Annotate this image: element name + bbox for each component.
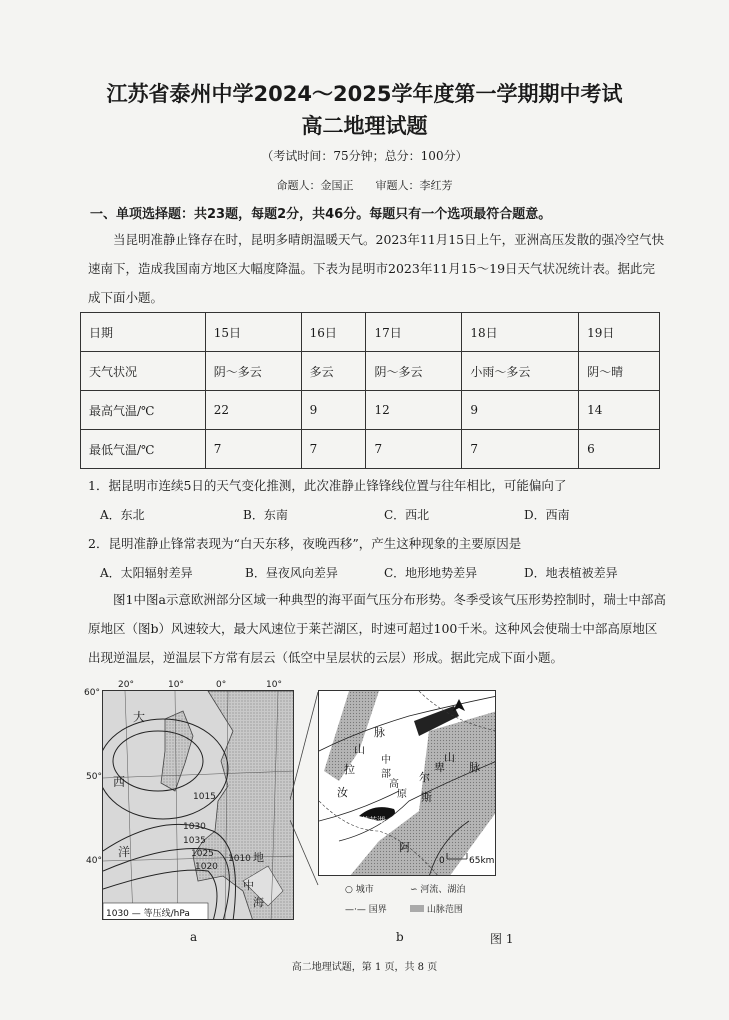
table-cell: 16日 bbox=[301, 313, 366, 352]
legend-border: —·— 国界 bbox=[345, 905, 387, 915]
place-a: 阿 bbox=[399, 841, 410, 854]
svg-text:0: 0 bbox=[439, 856, 445, 866]
table-cell: 14 bbox=[579, 391, 660, 430]
table-cell: 多云 bbox=[301, 352, 366, 391]
table-row bbox=[81, 352, 660, 391]
place-gao: 高 bbox=[389, 779, 399, 790]
exam-info: （考试时间：75分钟；总分：100分） bbox=[261, 149, 468, 163]
page-footer: 高二地理试题，第 1 页，共 8 页 bbox=[291, 962, 438, 973]
table-cell: 18日 bbox=[462, 313, 579, 352]
place-ru: 汝 bbox=[337, 786, 348, 799]
isobar-label-1020: 1020 bbox=[195, 862, 218, 872]
question-2-option-b: B．昼夜风向差异 bbox=[245, 566, 338, 580]
map-connector bbox=[290, 690, 320, 890]
map-a-frame bbox=[102, 690, 294, 920]
isobar-label-1015: 1015 bbox=[193, 792, 216, 802]
place-mai-2: 脉 bbox=[469, 761, 480, 774]
place-shan-1: 山 bbox=[354, 743, 365, 756]
table-cell: 阴～晴 bbox=[579, 352, 660, 391]
table-cell: 15日 bbox=[205, 313, 301, 352]
table-cell: 阴～多云 bbox=[205, 352, 301, 391]
table-row bbox=[81, 391, 660, 430]
legend-city: ○ 城市 bbox=[345, 885, 374, 895]
scale-bar-label: 65km bbox=[469, 856, 495, 866]
map-b-svg bbox=[319, 691, 496, 876]
lat-label-60: 60° bbox=[84, 688, 100, 698]
lat-label-40: 40° bbox=[86, 856, 102, 866]
question-1-option-d: D．西南 bbox=[524, 508, 570, 522]
map-b-frame bbox=[318, 690, 496, 876]
table-cell: 22 bbox=[205, 391, 301, 430]
map-a-svg bbox=[103, 691, 294, 920]
place-da: 大 bbox=[133, 710, 146, 724]
table-cell: 最高气温/℃ bbox=[81, 391, 206, 430]
table-cell: 7 bbox=[366, 430, 462, 469]
table-cell: 日期 bbox=[81, 313, 206, 352]
legend-mountain-range: 山脉范围 bbox=[410, 902, 463, 915]
map-a-label: a bbox=[190, 930, 198, 944]
table-cell: 阴～多云 bbox=[366, 352, 462, 391]
place-zhong: 中 bbox=[243, 879, 254, 892]
place-bei: 卑 bbox=[434, 761, 445, 774]
table-cell: 7 bbox=[205, 430, 301, 469]
lon-label-1: 20° bbox=[118, 680, 134, 690]
question-1-stem: 1．据昆明市连续5日的天气变化推测，此次准静止锋锋线位置与往年相比，可能偏向了 bbox=[88, 478, 567, 493]
section-heading: 一、单项选择题：共23题，每题2分，共46分。每题只有一个选项最符合题意。 bbox=[90, 207, 552, 222]
place-shan-2: 山 bbox=[444, 751, 455, 764]
table-cell: 7 bbox=[462, 430, 579, 469]
question-2-option-a: A．太阳辐射差异 bbox=[100, 566, 193, 580]
place-yuan: 原 bbox=[397, 789, 407, 800]
place-di: 地 bbox=[253, 851, 264, 864]
isobar-label-1025: 1025 bbox=[191, 849, 214, 859]
table-cell: 最低气温/℃ bbox=[81, 430, 206, 469]
map-a-legend: 1030 — 等压线/hPa bbox=[106, 909, 190, 919]
exam-subtitle: 高二地理试题 bbox=[301, 114, 428, 138]
lake-geneva-label: 莱芒湖 bbox=[361, 816, 385, 825]
question-2-option-c: C．地形地势差异 bbox=[384, 566, 478, 580]
figure-caption: 图 1 bbox=[490, 932, 514, 946]
place-hai: 海 bbox=[253, 896, 264, 909]
table-cell: 17日 bbox=[366, 313, 462, 352]
weather-table bbox=[80, 312, 660, 469]
isobar-label-1010: 1010 bbox=[228, 854, 251, 864]
question-2-stem: 2．昆明准静止锋常表现为“白天东移，夜晚西移”，产生这种现象的主要原因是 bbox=[88, 536, 522, 551]
place-yang: 洋 bbox=[118, 845, 131, 859]
question-1-option-a: A．东北 bbox=[100, 508, 145, 522]
question-1-option-b: B．东南 bbox=[243, 508, 288, 522]
intro-paragraph-1: 当昆明准静止锋存在时，昆明多晴朗温暖天气。2023年11月15日上午，亚洲高压发散的强冷空气快速南下，造成我国南方地区大幅度降温。下表为昆明市2023年11月15～19日天气状况统计表。据此完成下面小题。 bbox=[88, 232, 665, 305]
lon-label-4: 10° bbox=[266, 680, 282, 690]
exam-title: 江苏省泰州中学2024～2025学年度第一学期期中考试 bbox=[106, 82, 623, 106]
table-cell: 天气状况 bbox=[81, 352, 206, 391]
lat-label-50: 50° bbox=[86, 772, 102, 782]
place-si: 斯 bbox=[421, 791, 432, 804]
question-1-option-c: C．西北 bbox=[384, 508, 430, 522]
table-row bbox=[81, 313, 660, 352]
question-2-option-d: D．地表植被差异 bbox=[524, 566, 618, 580]
table-cell: 12 bbox=[366, 391, 462, 430]
table-cell: 9 bbox=[462, 391, 579, 430]
place-zhong-b: 中 bbox=[381, 755, 391, 766]
place-la: 拉 bbox=[344, 763, 355, 776]
lon-label-2: 10° bbox=[168, 680, 184, 690]
intro-paragraph-2: 图1中图a示意欧洲部分区域一种典型的海平面气压分布形势。冬季受该气压形势控制时，瑞士中部高原地区（图b）风速较大，最大风速位于莱芒湖区，时速可超过100千米。这种风会使瑞士中部高原地区出现逆温层，逆温层下方常有层云（低空中呈层状的云层）形成。据此完成下面小题。 bbox=[88, 592, 666, 665]
lon-label-3: 0° bbox=[216, 680, 227, 690]
table-cell: 9 bbox=[301, 391, 366, 430]
isobar-label-1035: 1035 bbox=[183, 836, 206, 846]
exam-authors: 命题人：金国正 审题人：李红芳 bbox=[276, 179, 453, 192]
place-er: 尔 bbox=[419, 771, 430, 784]
table-cell: 7 bbox=[301, 430, 366, 469]
place-xi: 西 bbox=[113, 775, 126, 789]
legend-river-lake: ∽ 河流、湖泊 bbox=[410, 885, 466, 895]
table-cell: 6 bbox=[579, 430, 660, 469]
place-mai-1: 脉 bbox=[374, 726, 385, 739]
isobar-label-1030: 1030 bbox=[183, 822, 206, 832]
map-b-label: b bbox=[396, 930, 404, 944]
table-cell: 19日 bbox=[579, 313, 660, 352]
place-bu: 部 bbox=[381, 769, 391, 780]
table-row bbox=[81, 430, 660, 469]
table-cell: 小雨～多云 bbox=[462, 352, 579, 391]
